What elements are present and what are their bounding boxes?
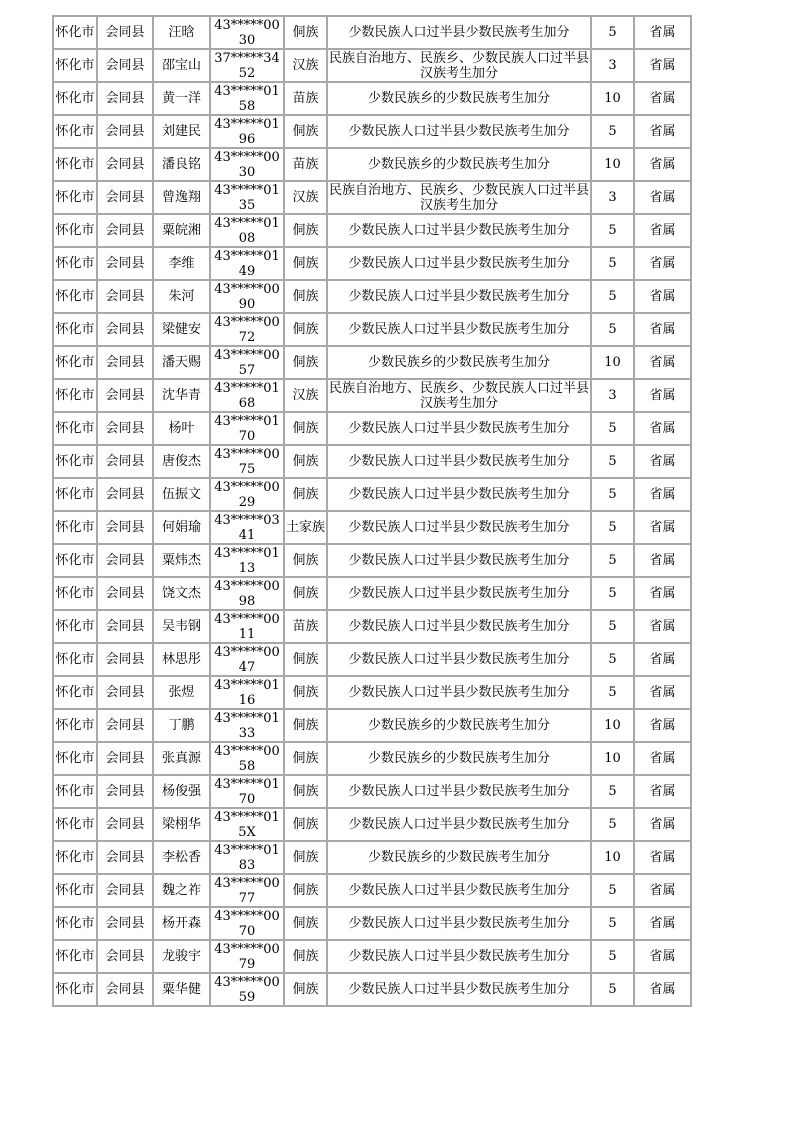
ethnicity-cell: 侗族 — [284, 478, 327, 511]
name-cell: 曾逸翔 — [153, 181, 210, 214]
table-row — [53, 709, 691, 742]
id-number-cell: 43*****0072 — [210, 313, 284, 346]
name-cell: 唐俊杰 — [153, 445, 210, 478]
affiliation-cell: 省属 — [634, 379, 691, 412]
bonus-points-cell: 5 — [591, 808, 634, 841]
name-cell: 李维 — [153, 247, 210, 280]
ethnicity-cell: 苗族 — [284, 82, 327, 115]
city-cell: 怀化市 — [53, 280, 97, 313]
id-number-cell: 43*****0113 — [210, 544, 284, 577]
name-cell: 杨俊强 — [153, 775, 210, 808]
county-cell: 会同县 — [97, 313, 153, 346]
table-row — [53, 82, 691, 115]
city-cell: 怀化市 — [53, 49, 97, 82]
bonus-reason-cell: 少数民族人口过半县少数民族考生加分 — [327, 808, 591, 841]
affiliation-cell: 省属 — [634, 610, 691, 643]
bonus-reason-cell: 少数民族人口过半县少数民族考生加分 — [327, 907, 591, 940]
ethnicity-cell: 侗族 — [284, 214, 327, 247]
affiliation-cell: 省属 — [634, 181, 691, 214]
city-cell: 怀化市 — [53, 643, 97, 676]
bonus-points-cell: 10 — [591, 82, 634, 115]
name-cell: 龙骏宇 — [153, 940, 210, 973]
name-cell: 邵宝山 — [153, 49, 210, 82]
id-number-cell: 43*****0059 — [210, 973, 284, 1006]
id-number-cell: 43*****0133 — [210, 709, 284, 742]
bonus-points-cell: 5 — [591, 478, 634, 511]
name-cell: 粟皖湘 — [153, 214, 210, 247]
id-number-cell: 43*****0058 — [210, 742, 284, 775]
affiliation-cell: 省属 — [634, 577, 691, 610]
city-cell: 怀化市 — [53, 841, 97, 874]
bonus-reason-cell: 少数民族人口过半县少数民族考生加分 — [327, 412, 591, 445]
bonus-reason-cell: 少数民族乡的少数民族考生加分 — [327, 709, 591, 742]
city-cell: 怀化市 — [53, 379, 97, 412]
bonus-reason-cell: 少数民族人口过半县少数民族考生加分 — [327, 610, 591, 643]
id-number-cell: 43*****0135 — [210, 181, 284, 214]
county-cell: 会同县 — [97, 676, 153, 709]
ethnicity-cell: 侗族 — [284, 676, 327, 709]
affiliation-cell: 省属 — [634, 280, 691, 313]
bonus-reason-cell: 少数民族人口过半县少数民族考生加分 — [327, 478, 591, 511]
bonus-reason-cell: 少数民族人口过半县少数民族考生加分 — [327, 973, 591, 1006]
ethnicity-cell: 侗族 — [284, 775, 327, 808]
county-cell: 会同县 — [97, 544, 153, 577]
ethnicity-cell: 侗族 — [284, 709, 327, 742]
affiliation-cell: 省属 — [634, 643, 691, 676]
bonus-reason-cell: 民族自治地方、民族乡、少数民族人口过半县汉族考生加分 — [328, 50, 589, 81]
affiliation-cell: 省属 — [634, 808, 691, 841]
id-number-cell: 43*****0196 — [210, 115, 284, 148]
ethnicity-cell: 苗族 — [284, 610, 327, 643]
affiliation-cell: 省属 — [634, 412, 691, 445]
ethnicity-cell: 侗族 — [284, 544, 327, 577]
city-cell: 怀化市 — [53, 478, 97, 511]
id-number-cell: 43*****0098 — [210, 577, 284, 610]
county-cell: 会同县 — [97, 478, 153, 511]
county-cell: 会同县 — [97, 346, 153, 379]
id-number-cell: 43*****0168 — [210, 379, 284, 412]
bonus-points-cell: 5 — [591, 280, 634, 313]
id-number-cell: 43*****0030 — [210, 148, 284, 181]
ethnicity-cell: 侗族 — [284, 973, 327, 1006]
bonus-reason-cell: 少数民族人口过半县少数民族考生加分 — [327, 280, 591, 313]
ethnicity-cell: 侗族 — [284, 808, 327, 841]
id-number-cell: 43*****0170 — [210, 775, 284, 808]
city-cell: 怀化市 — [53, 82, 97, 115]
city-cell: 怀化市 — [53, 973, 97, 1006]
ethnicity-cell: 土家族 — [284, 511, 327, 544]
table-row — [53, 214, 691, 247]
city-cell: 怀化市 — [53, 313, 97, 346]
id-number-cell: 43*****0116 — [210, 676, 284, 709]
bonus-points-cell: 5 — [591, 973, 634, 1006]
bonus-points-cell: 5 — [591, 643, 634, 676]
county-cell: 会同县 — [97, 841, 153, 874]
affiliation-cell: 省属 — [634, 742, 691, 775]
affiliation-cell: 省属 — [634, 49, 691, 82]
city-cell: 怀化市 — [53, 808, 97, 841]
bonus-points-cell: 5 — [591, 874, 634, 907]
bonus-reason-cell: 民族自治地方、民族乡、少数民族人口过半县汉族考生加分 — [328, 182, 589, 213]
table-row — [53, 181, 691, 214]
id-number-cell: 43*****0030 — [210, 16, 284, 49]
name-cell: 汪晗 — [153, 16, 210, 49]
bonus-points-cell: 3 — [591, 181, 634, 214]
county-cell: 会同县 — [97, 379, 153, 412]
bonus-points-cell: 5 — [591, 544, 634, 577]
table-row — [53, 907, 691, 940]
city-cell: 怀化市 — [53, 676, 97, 709]
bonus-reason-cell: 少数民族人口过半县少数民族考生加分 — [327, 511, 591, 544]
city-cell: 怀化市 — [53, 115, 97, 148]
city-cell: 怀化市 — [53, 907, 97, 940]
affiliation-cell: 省属 — [634, 247, 691, 280]
county-cell: 会同县 — [97, 445, 153, 478]
bonus-points-cell: 5 — [591, 214, 634, 247]
affiliation-cell: 省属 — [634, 709, 691, 742]
table-row — [53, 16, 691, 49]
bonus-reason-cell: 少数民族乡的少数民族考生加分 — [327, 148, 591, 181]
bonus-points-cell: 5 — [591, 775, 634, 808]
table-row — [53, 511, 691, 544]
county-cell: 会同县 — [97, 973, 153, 1006]
name-cell: 李松香 — [153, 841, 210, 874]
city-cell: 怀化市 — [53, 511, 97, 544]
bonus-points-cell: 10 — [591, 841, 634, 874]
name-cell: 黄一洋 — [153, 82, 210, 115]
bonus-reason-cell: 民族自治地方、民族乡、少数民族人口过半县汉族考生加分 — [328, 380, 589, 411]
ethnicity-cell: 侗族 — [284, 412, 327, 445]
table-row — [53, 577, 691, 610]
id-number-cell: 43*****0090 — [210, 280, 284, 313]
table-row — [53, 874, 691, 907]
name-cell: 丁鹏 — [153, 709, 210, 742]
county-cell: 会同县 — [97, 280, 153, 313]
ethnicity-cell: 汉族 — [284, 49, 327, 82]
bonus-points-cell: 5 — [591, 511, 634, 544]
county-cell: 会同县 — [97, 808, 153, 841]
table-row — [53, 775, 691, 808]
city-cell: 怀化市 — [53, 775, 97, 808]
affiliation-cell: 省属 — [634, 973, 691, 1006]
bonus-points-cell: 5 — [591, 610, 634, 643]
county-cell: 会同县 — [97, 907, 153, 940]
bonus-points-table — [52, 15, 692, 1007]
county-cell: 会同县 — [97, 940, 153, 973]
name-cell: 林思彤 — [153, 643, 210, 676]
id-number-cell: 43*****0183 — [210, 841, 284, 874]
affiliation-cell: 省属 — [634, 940, 691, 973]
county-cell: 会同县 — [97, 709, 153, 742]
id-number-cell: 43*****0108 — [210, 214, 284, 247]
ethnicity-cell: 侗族 — [284, 643, 327, 676]
affiliation-cell: 省属 — [634, 346, 691, 379]
table-row — [53, 412, 691, 445]
name-cell: 潘良铭 — [153, 148, 210, 181]
id-number-cell: 43*****0047 — [210, 643, 284, 676]
bonus-reason-cell: 少数民族人口过半县少数民族考生加分 — [327, 247, 591, 280]
bonus-points-cell: 5 — [591, 940, 634, 973]
city-cell: 怀化市 — [53, 412, 97, 445]
name-cell: 梁栩华 — [153, 808, 210, 841]
name-cell: 粟华健 — [153, 973, 210, 1006]
table-row — [53, 379, 691, 412]
name-cell: 杨开森 — [153, 907, 210, 940]
ethnicity-cell: 汉族 — [284, 379, 327, 412]
bonus-points-cell: 5 — [591, 247, 634, 280]
id-number-cell: 43*****0149 — [210, 247, 284, 280]
table-row — [53, 445, 691, 478]
id-number-cell: 43*****0341 — [210, 511, 284, 544]
table-row — [53, 940, 691, 973]
affiliation-cell: 省属 — [634, 214, 691, 247]
affiliation-cell: 省属 — [634, 511, 691, 544]
ethnicity-cell: 侗族 — [284, 115, 327, 148]
ethnicity-cell: 侗族 — [284, 346, 327, 379]
county-cell: 会同县 — [97, 412, 153, 445]
table-row — [53, 973, 691, 1006]
county-cell: 会同县 — [97, 577, 153, 610]
name-cell: 杨叶 — [153, 412, 210, 445]
ethnicity-cell: 侗族 — [284, 280, 327, 313]
id-number-cell: 43*****0011 — [210, 610, 284, 643]
ethnicity-cell: 侗族 — [284, 445, 327, 478]
ethnicity-cell: 侗族 — [284, 313, 327, 346]
affiliation-cell: 省属 — [634, 16, 691, 49]
table-row — [53, 115, 691, 148]
county-cell: 会同县 — [97, 214, 153, 247]
table-row — [53, 676, 691, 709]
table-row — [53, 280, 691, 313]
ethnicity-cell: 侗族 — [284, 247, 327, 280]
county-cell: 会同县 — [97, 49, 153, 82]
city-cell: 怀化市 — [53, 445, 97, 478]
table-row — [53, 313, 691, 346]
table-row — [53, 643, 691, 676]
bonus-reason-cell: 少数民族乡的少数民族考生加分 — [327, 841, 591, 874]
id-number-cell: 43*****0075 — [210, 445, 284, 478]
affiliation-cell: 省属 — [634, 907, 691, 940]
county-cell: 会同县 — [97, 511, 153, 544]
city-cell: 怀化市 — [53, 940, 97, 973]
city-cell: 怀化市 — [53, 148, 97, 181]
city-cell: 怀化市 — [53, 577, 97, 610]
table-body — [53, 16, 691, 1006]
county-cell: 会同县 — [97, 775, 153, 808]
county-cell: 会同县 — [97, 148, 153, 181]
county-cell: 会同县 — [97, 610, 153, 643]
ethnicity-cell: 苗族 — [284, 148, 327, 181]
bonus-points-cell: 5 — [591, 16, 634, 49]
affiliation-cell: 省属 — [634, 313, 691, 346]
bonus-reason-cell: 少数民族人口过半县少数民族考生加分 — [327, 577, 591, 610]
county-cell: 会同县 — [97, 742, 153, 775]
name-cell: 饶文杰 — [153, 577, 210, 610]
name-cell: 伍振文 — [153, 478, 210, 511]
bonus-reason-cell: 少数民族人口过半县少数民族考生加分 — [327, 775, 591, 808]
bonus-points-cell: 10 — [591, 148, 634, 181]
id-number-cell: 37*****3452 — [210, 49, 284, 82]
name-cell: 张真源 — [153, 742, 210, 775]
affiliation-cell: 省属 — [634, 478, 691, 511]
bonus-points-cell: 10 — [591, 346, 634, 379]
id-number-cell: 43*****0057 — [210, 346, 284, 379]
city-cell: 怀化市 — [53, 610, 97, 643]
ethnicity-cell: 侗族 — [284, 907, 327, 940]
table-row — [53, 808, 691, 841]
bonus-reason-cell: 少数民族人口过半县少数民族考生加分 — [327, 445, 591, 478]
name-cell: 魏之祚 — [153, 874, 210, 907]
name-cell: 沈华青 — [153, 379, 210, 412]
bonus-points-cell: 5 — [591, 313, 634, 346]
ethnicity-cell: 侗族 — [284, 742, 327, 775]
bonus-points-cell: 5 — [591, 907, 634, 940]
name-cell: 何娟瑜 — [153, 511, 210, 544]
id-number-cell: 43*****0077 — [210, 874, 284, 907]
affiliation-cell: 省属 — [634, 82, 691, 115]
city-cell: 怀化市 — [53, 742, 97, 775]
affiliation-cell: 省属 — [634, 874, 691, 907]
ethnicity-cell: 侗族 — [284, 577, 327, 610]
bonus-reason-cell: 少数民族人口过半县少数民族考生加分 — [327, 874, 591, 907]
bonus-reason-cell: 少数民族乡的少数民族考生加分 — [327, 742, 591, 775]
name-cell: 朱河 — [153, 280, 210, 313]
id-number-cell: 43*****0079 — [210, 940, 284, 973]
ethnicity-cell: 侗族 — [284, 874, 327, 907]
county-cell: 会同县 — [97, 181, 153, 214]
county-cell: 会同县 — [97, 874, 153, 907]
bonus-reason-cell: 少数民族人口过半县少数民族考生加分 — [327, 313, 591, 346]
bonus-reason-cell: 少数民族乡的少数民族考生加分 — [327, 346, 591, 379]
id-number-cell: 43*****0158 — [210, 82, 284, 115]
city-cell: 怀化市 — [53, 16, 97, 49]
affiliation-cell: 省属 — [634, 445, 691, 478]
ethnicity-cell: 侗族 — [284, 841, 327, 874]
bonus-reason-cell: 少数民族人口过半县少数民族考生加分 — [327, 544, 591, 577]
id-number-cell: 43*****0029 — [210, 478, 284, 511]
bonus-reason-cell: 少数民族人口过半县少数民族考生加分 — [327, 16, 591, 49]
table-row — [53, 148, 691, 181]
county-cell: 会同县 — [97, 247, 153, 280]
name-cell: 刘建民 — [153, 115, 210, 148]
affiliation-cell: 省属 — [634, 841, 691, 874]
county-cell: 会同县 — [97, 643, 153, 676]
bonus-points-cell: 5 — [591, 445, 634, 478]
affiliation-cell: 省属 — [634, 676, 691, 709]
id-number-cell: 43*****0070 — [210, 907, 284, 940]
county-cell: 会同县 — [97, 82, 153, 115]
county-cell: 会同县 — [97, 16, 153, 49]
bonus-points-cell: 5 — [591, 676, 634, 709]
affiliation-cell: 省属 — [634, 544, 691, 577]
bonus-reason-cell: 少数民族乡的少数民族考生加分 — [327, 82, 591, 115]
county-cell: 会同县 — [97, 115, 153, 148]
affiliation-cell: 省属 — [634, 148, 691, 181]
bonus-points-cell: 10 — [591, 709, 634, 742]
bonus-points-cell: 5 — [591, 115, 634, 148]
table-row — [53, 49, 691, 82]
id-number-cell: 43*****0170 — [210, 412, 284, 445]
bonus-points-cell: 3 — [591, 49, 634, 82]
table-row — [53, 346, 691, 379]
bonus-reason-cell: 少数民族人口过半县少数民族考生加分 — [327, 643, 591, 676]
ethnicity-cell: 汉族 — [284, 181, 327, 214]
city-cell: 怀化市 — [53, 874, 97, 907]
name-cell: 潘天赐 — [153, 346, 210, 379]
name-cell: 吴韦钢 — [153, 610, 210, 643]
bonus-reason-cell: 少数民族人口过半县少数民族考生加分 — [327, 676, 591, 709]
city-cell: 怀化市 — [53, 247, 97, 280]
table-row — [53, 247, 691, 280]
city-cell: 怀化市 — [53, 544, 97, 577]
bonus-points-cell: 3 — [591, 379, 634, 412]
bonus-points-cell: 5 — [591, 577, 634, 610]
name-cell: 梁健安 — [153, 313, 210, 346]
city-cell: 怀化市 — [53, 214, 97, 247]
table-row — [53, 742, 691, 775]
table-row — [53, 610, 691, 643]
bonus-points-cell: 5 — [591, 412, 634, 445]
bonus-reason-cell: 少数民族人口过半县少数民族考生加分 — [327, 940, 591, 973]
table-row — [53, 544, 691, 577]
ethnicity-cell: 侗族 — [284, 16, 327, 49]
city-cell: 怀化市 — [53, 346, 97, 379]
table-row — [53, 478, 691, 511]
bonus-reason-cell: 少数民族人口过半县少数民族考生加分 — [327, 214, 591, 247]
affiliation-cell: 省属 — [634, 115, 691, 148]
bonus-reason-cell: 少数民族人口过半县少数民族考生加分 — [327, 115, 591, 148]
bonus-points-cell: 10 — [591, 742, 634, 775]
name-cell: 粟炜杰 — [153, 544, 210, 577]
affiliation-cell: 省属 — [634, 775, 691, 808]
city-cell: 怀化市 — [53, 181, 97, 214]
ethnicity-cell: 侗族 — [284, 940, 327, 973]
city-cell: 怀化市 — [53, 709, 97, 742]
id-number-cell: 43*****015X — [210, 808, 284, 841]
table-row — [53, 841, 691, 874]
name-cell: 张煜 — [153, 676, 210, 709]
